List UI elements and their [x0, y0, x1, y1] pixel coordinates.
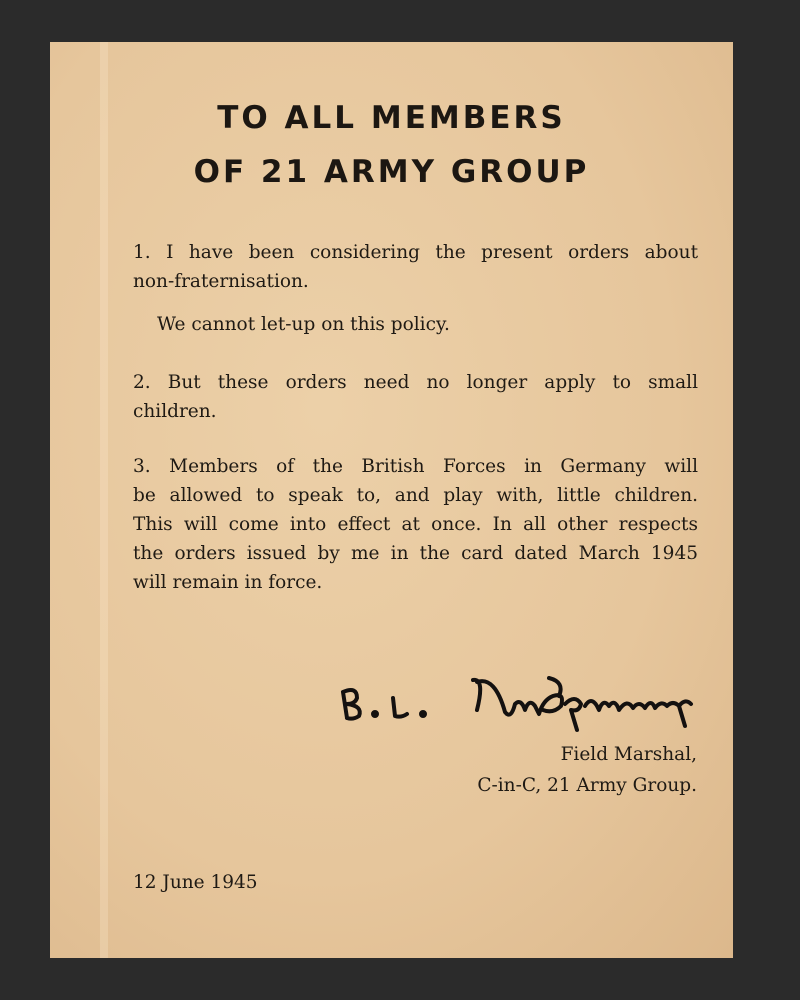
document-paper	[50, 42, 733, 958]
paragraph-2	[133, 368, 698, 426]
signatory-rank: Field Marshal,	[560, 744, 697, 765]
document-date: 12 June 1945	[133, 872, 258, 893]
title-line-1: TO ALL MEMBERS	[217, 100, 566, 136]
text-line: 3. Members of the British Forces in Germany will	[133, 456, 698, 477]
text-line: We cannot let-up on this policy.	[157, 314, 450, 335]
title-line-2: OF 21 ARMY GROUP	[193, 154, 590, 190]
text-line: will remain in force.	[133, 572, 323, 593]
text-line: non-fraternisation.	[133, 271, 309, 292]
text-line: 1. I have been considering the present orders about	[133, 242, 698, 263]
paragraph-3	[133, 452, 698, 597]
signature	[335, 670, 705, 740]
text-line: children.	[133, 401, 217, 422]
paragraph-1	[133, 238, 698, 296]
text-line: This will come into effect at once. In all other respects	[133, 514, 698, 535]
text-line: be allowed to speak to, and play with, little children.	[133, 485, 698, 506]
text-line: the orders issued by me in the card dated March 1945	[133, 543, 698, 564]
paragraph-1b	[157, 310, 722, 339]
text-line: 2. But these orders need no longer apply to small	[133, 372, 698, 393]
signatory-position: C-in-C, 21 Army Group.	[477, 775, 697, 796]
